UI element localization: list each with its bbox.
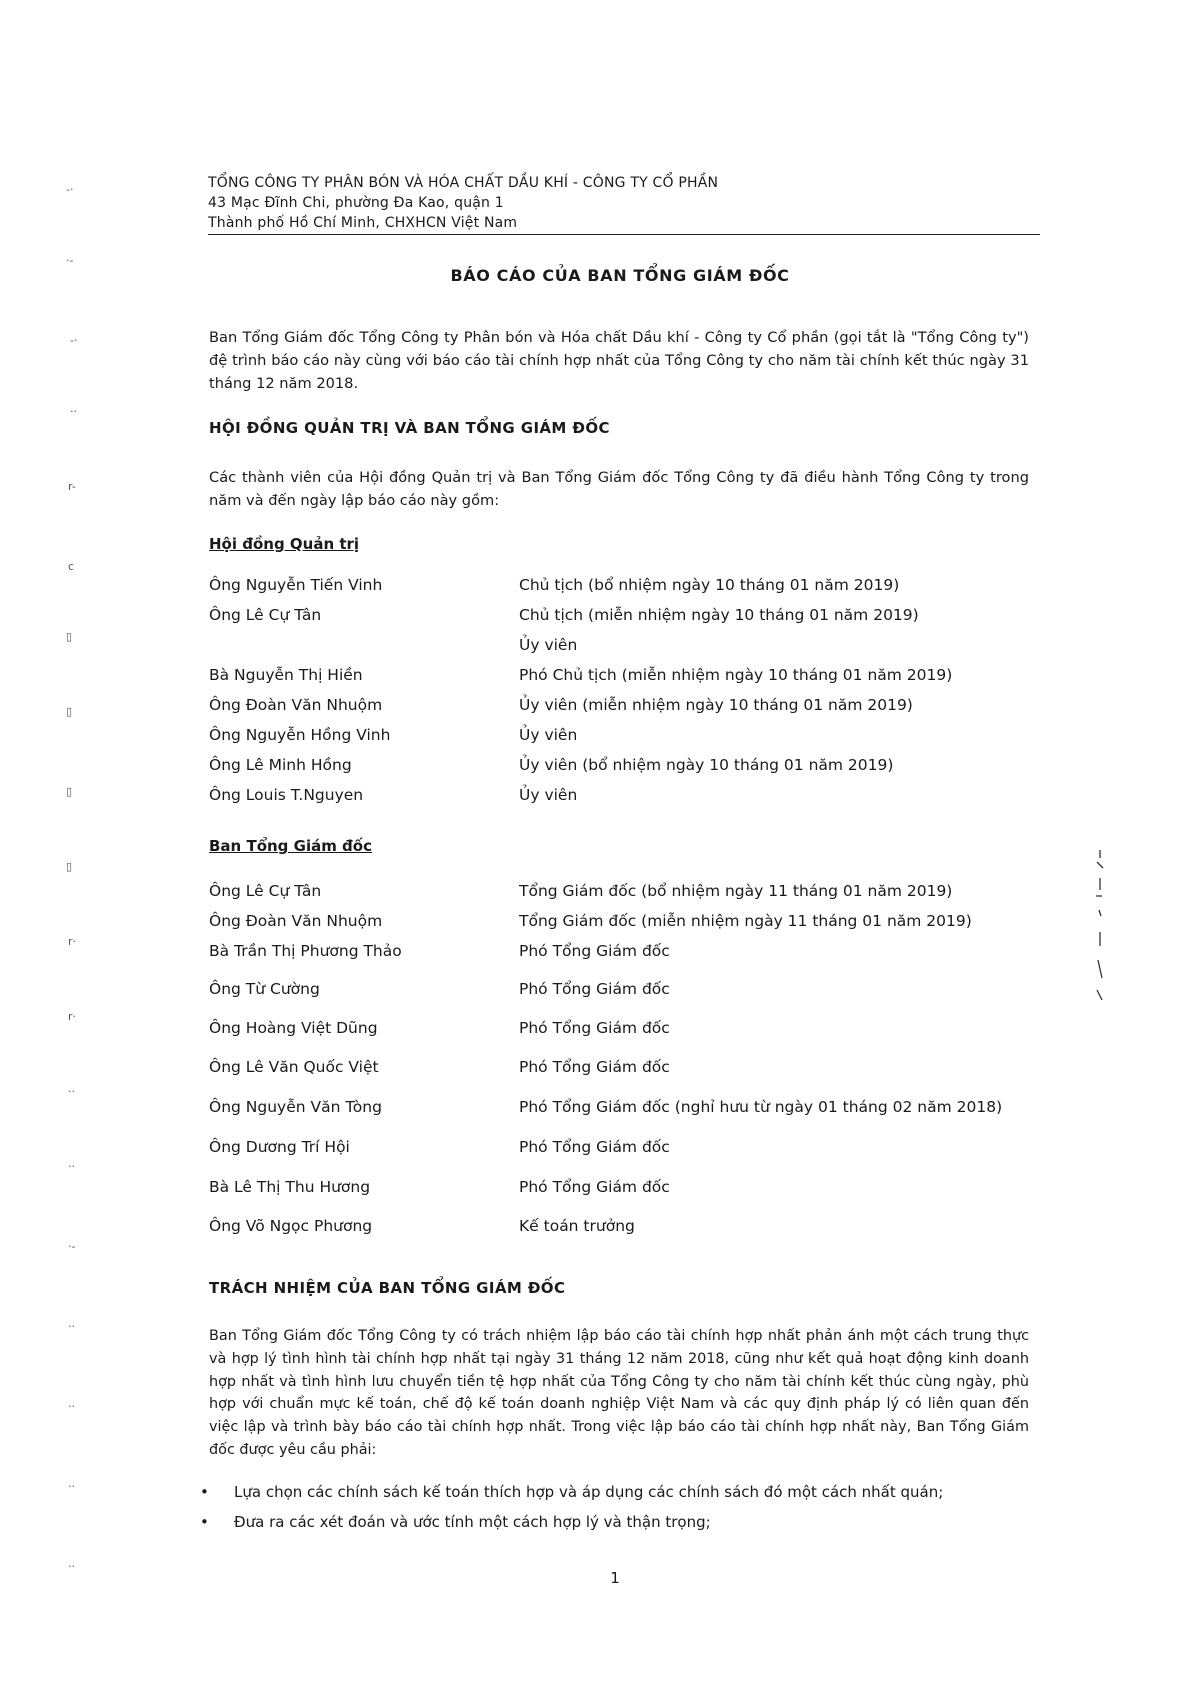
- member-role: Tổng Giám đốc (bổ nhiệm ngày 11 tháng 01 năm 2019): [519, 882, 953, 900]
- member-name: Ông Nguyễn Hồng Vinh: [209, 726, 391, 744]
- side-stamp-marks: [1088, 850, 1112, 1030]
- member-role: Phó Tổng Giám đốc: [519, 1019, 670, 1037]
- responsibility-paragraph: Ban Tổng Giám đốc Tổng Công ty có trách nhiệm lập báo cáo tài chính hợp nhất phản ánh một cách trung thực và hợp lý tình hình tài chính hợp nhất tại ngày 31 tháng 12 năm 2018, cũng như kết quả hoạt động kinh doanh hợp nhất và tình hình lưu chuyển tiền tệ hợp nhất của Tổng Công ty cho năm tài chính kết thúc cùng ngày, phù hợp với chuẩn mực kế toán, chế độ kế toán doanh nghiệp Việt Nam và các quy định pháp lý có liên quan đến việc lập và trình bày báo cáo tài chính hợp nhất. Trong việc lập báo cáo tài chính hợp nhất này, Ban Tổng Giám đốc được yêu cầu phải:: [209, 1328, 1029, 1458]
- board-member-row: [209, 756, 1049, 780]
- management-member-row: [209, 1138, 1049, 1162]
- member-name: Ông Lê Cự Tân: [209, 882, 322, 900]
- bullet-icon: •: [200, 1483, 209, 1501]
- member-role: Ủy viên (bổ nhiệm ngày 10 tháng 01 năm 2019): [519, 756, 894, 774]
- board-member-row: [209, 726, 1049, 750]
- member-name: Ông Nguyễn Văn Tòng: [209, 1098, 382, 1116]
- management-member-row: [209, 1098, 1049, 1122]
- board-member-row: [209, 786, 1049, 810]
- management-member-row: [209, 1217, 1049, 1241]
- board-member-row: [209, 636, 1049, 660]
- member-name: Ông Võ Ngọc Phương: [209, 1217, 373, 1235]
- document-page: -· ·- -· ·· r- c ▯ ▯ ▯ ▯ r· r· ·· ·· ·- ·· ·· ·· ·· TỔNG CÔNG TY PHÂN BÓN VÀ HÓA CHẤT DẦU KHÍ - CÔNG TY CỔ PHẦN 43 Mạc Đĩnh Chi, phường Đa Kao, quận 1 Thành phố Hồ Chí Minh, CHXHCN Việt Nam BÁO CÁO CỦA BAN TỔNG GIÁM ĐỐC Ban Tổng Giám đốc Tổng Công ty Phân bón và Hóa chất Dầu khí - Công ty Cổ phần (gọi tắt là "Tổng Công ty") đệ trình báo cáo này cùng với báo cáo tài chính hợp nhất của Tổng Công ty cho năm tài chính kết thúc ngày 31 tháng 12 năm 2018. HỘI ĐỒNG QUẢN TRỊ VÀ BAN TỔNG GIÁM ĐỐC Các thành viên của Hội đồng Quản trị và Ban Tổng Giám đốc Tổng Công ty đã điều hành Tổng Công ty trong năm và đến ngày lập báo cáo này gồm: Hội đồng Quản trị Ông Nguyễn Tiến Vinh Chủ tịch (bổ nhiệm ngày 10 tháng 01 năm 2019) Ông Lê Cự Tân Chủ tịch (miễn nhiệm ngày 10 tháng 01 năm 2019) Ủy viên Bà Nguyễn Thị Hiền Phó Chủ tịch (miễn nhiệm ngày 10 tháng 01 năm 2019) Ông Đoàn Văn Nhuộm Ủy viên (miễn nhiệm ngày 10 tháng 01 năm 2019) Ông Nguyễn Hồng Vinh Ủy viên Ông Lê Minh Hồng Ủy viên (bổ nhiệm ngày 10 tháng 01 năm 2019) Ông Louis T.Nguyen Ủy viên Ban Tổng Giám đốc Ông Lê Cự Tân Tổng Giám đốc (bổ nhiệm ngày 11 tháng 01 năm 2019) Ông Đoàn Văn Nhuộm Tổng Giám đốc (miễn nhiệm ngày 11 tháng 01 năm 2019) Bà Trần Thị Phương Thảo Phó Tổng Giám đốc Ông Từ Cường Phó Tổng Giám đốc Ông Hoàng Việt Dũng Phó Tổng Giám đốc Ông Lê Văn Quốc Việt Phó Tổng Giám đốc Ông Nguyễn Văn Tòng Phó Tổng Giám đốc (nghỉ hưu từ ngày 01 tháng 02 năm 2018) Ông Dương Trí Hội Phó Tổng Giám đốc Bà Lê Thị Thu Hương Phó Tổng Giám đốc Ông Võ Ngọc Phương Kế toán trưởng TRÁCH NHIỆM CỦA BAN TỔNG GIÁM ĐỐC Ban Tổng Giám đốc Tổng Công ty có trách nhiệm lập báo cáo tài chính hợp nhất phản ánh một cách trung thực và hợp lý tình hình tài chính hợp nhất tại ngày 31 tháng 12 năm 2018, cũng như kết quả hoạt động kinh doanh hợp nhất và tình hình lưu chuyển tiền tệ hợp nhất của Tổng Công ty cho năm tài chính kết thúc cùng ngày, phù hợp với chuẩn mực kế toán, chế độ kế toán doanh nghiệp Việt Nam và các quy định pháp lý có liên quan đến việc lập và trình bày báo cáo tài chính hợp nhất. Trong việc lập báo cáo tài chính hợp nhất này, Ban Tổng Giám đốc được yêu cầu phải: • Lựa chọn các chính sách kế toán thích hợp và áp dụng các chính sách đó một cách nhất quán; • Đưa ra các xét đoán và ước tính một cách hợp lý và thận trọng; 1: [0, 0, 1189, 1695]
- company-header: [208, 173, 1040, 233]
- management-member-row: [209, 882, 1049, 906]
- member-role: Phó Tổng Giám đốc: [519, 1058, 670, 1076]
- member-role: Kế toán trưởng: [519, 1217, 635, 1235]
- board-member-row: [209, 696, 1049, 720]
- header-rule: [208, 234, 1040, 235]
- member-role: Phó Tổng Giám đốc (nghỉ hưu từ ngày 01 tháng 02 năm 2018): [519, 1098, 1003, 1116]
- report-title: BÁO CÁO CỦA BAN TỔNG GIÁM ĐỐC: [450, 266, 790, 285]
- section1-paragraph: Các thành viên của Hội đồng Quản trị và Ban Tổng Giám đốc Tổng Công ty đã điều hành Tổng Công ty trong năm và đến ngày lập báo cáo này gồm:: [209, 469, 1029, 509]
- member-role: Chủ tịch (bổ nhiệm ngày 10 tháng 01 năm 2019): [519, 576, 900, 594]
- member-role: Ủy viên: [519, 786, 578, 804]
- member-role: Phó Tổng Giám đốc: [519, 980, 670, 998]
- member-name: Ông Dương Trí Hội: [209, 1138, 350, 1156]
- board-heading: Hội đồng Quản trị: [209, 535, 360, 553]
- bullet-text: Lựa chọn các chính sách kế toán thích hợp và áp dụng các chính sách đó một cách nhất quán;: [234, 1483, 944, 1501]
- member-name: Bà Nguyễn Thị Hiền: [209, 666, 363, 684]
- member-name: Ông Nguyễn Tiến Vinh: [209, 576, 383, 594]
- member-name: Ông Hoàng Việt Dũng: [209, 1019, 378, 1037]
- member-role: Ủy viên: [519, 726, 578, 744]
- member-role: Ủy viên: [519, 636, 578, 654]
- member-role: Phó Tổng Giám đốc: [519, 942, 670, 960]
- page-number: 1: [610, 1569, 620, 1587]
- member-role: Tổng Giám đốc (miễn nhiệm ngày 11 tháng 01 năm 2019): [519, 912, 972, 930]
- management-member-row: [209, 1178, 1049, 1202]
- member-name: Ông Đoàn Văn Nhuộm: [209, 912, 383, 930]
- member-role: Phó Tổng Giám đốc: [519, 1178, 670, 1196]
- management-member-row: [209, 912, 1049, 936]
- member-name: Ông Lê Văn Quốc Việt: [209, 1058, 379, 1076]
- member-role: Ủy viên (miễn nhiệm ngày 10 tháng 01 năm 2019): [519, 696, 913, 714]
- member-role: Chủ tịch (miễn nhiệm ngày 10 tháng 01 năm 2019): [519, 606, 919, 624]
- management-member-row: [209, 1058, 1049, 1082]
- management-member-row: [209, 980, 1049, 1004]
- section-heading-responsibility: TRÁCH NHIỆM CỦA BAN TỔNG GIÁM ĐỐC: [209, 1279, 566, 1297]
- management-member-row: [209, 1019, 1049, 1043]
- company-address-line2: Thành phố Hồ Chí Minh, CHXHCN Việt Nam: [208, 215, 518, 231]
- member-role: Phó Chủ tịch (miễn nhiệm ngày 10 tháng 01 năm 2019): [519, 666, 953, 684]
- management-member-row: [209, 942, 1049, 966]
- board-member-row: [209, 606, 1049, 630]
- member-name: Ông Từ Cường: [209, 980, 320, 998]
- member-name: Ông Đoàn Văn Nhuộm: [209, 696, 383, 714]
- member-role: Phó Tổng Giám đốc: [519, 1138, 670, 1156]
- intro-paragraph: Ban Tổng Giám đốc Tổng Công ty Phân bón và Hóa chất Dầu khí - Công ty Cổ phần (gọi tắt là "Tổng Công ty") đệ trình báo cáo này cùng với báo cáo tài chính hợp nhất của Tổng Công ty cho năm tài chính kết thúc ngày 31 tháng 12 năm 2018.: [209, 329, 1029, 392]
- member-name: Ông Louis T.Nguyen: [209, 786, 364, 804]
- company-name: TỔNG CÔNG TY PHÂN BÓN VÀ HÓA CHẤT DẦU KHÍ - CÔNG TY CỔ PHẦN: [208, 175, 719, 191]
- bullet-text: Đưa ra các xét đoán và ước tính một cách hợp lý và thận trọng;: [234, 1513, 711, 1531]
- bullet-icon: •: [200, 1513, 209, 1531]
- company-address-line1: 43 Mạc Đĩnh Chi, phường Đa Kao, quận 1: [208, 195, 504, 211]
- section-heading-board: HỘI ĐỒNG QUẢN TRỊ VÀ BAN TỔNG GIÁM ĐỐC: [209, 419, 610, 437]
- member-name: Bà Trần Thị Phương Thảo: [209, 942, 402, 960]
- board-member-row: [209, 576, 1049, 600]
- member-name: Ông Lê Minh Hồng: [209, 756, 352, 774]
- member-name: Bà Lê Thị Thu Hương: [209, 1178, 371, 1196]
- member-name: Ông Lê Cự Tân: [209, 606, 322, 624]
- management-heading: Ban Tổng Giám đốc: [209, 837, 372, 855]
- board-member-row: [209, 666, 1049, 690]
